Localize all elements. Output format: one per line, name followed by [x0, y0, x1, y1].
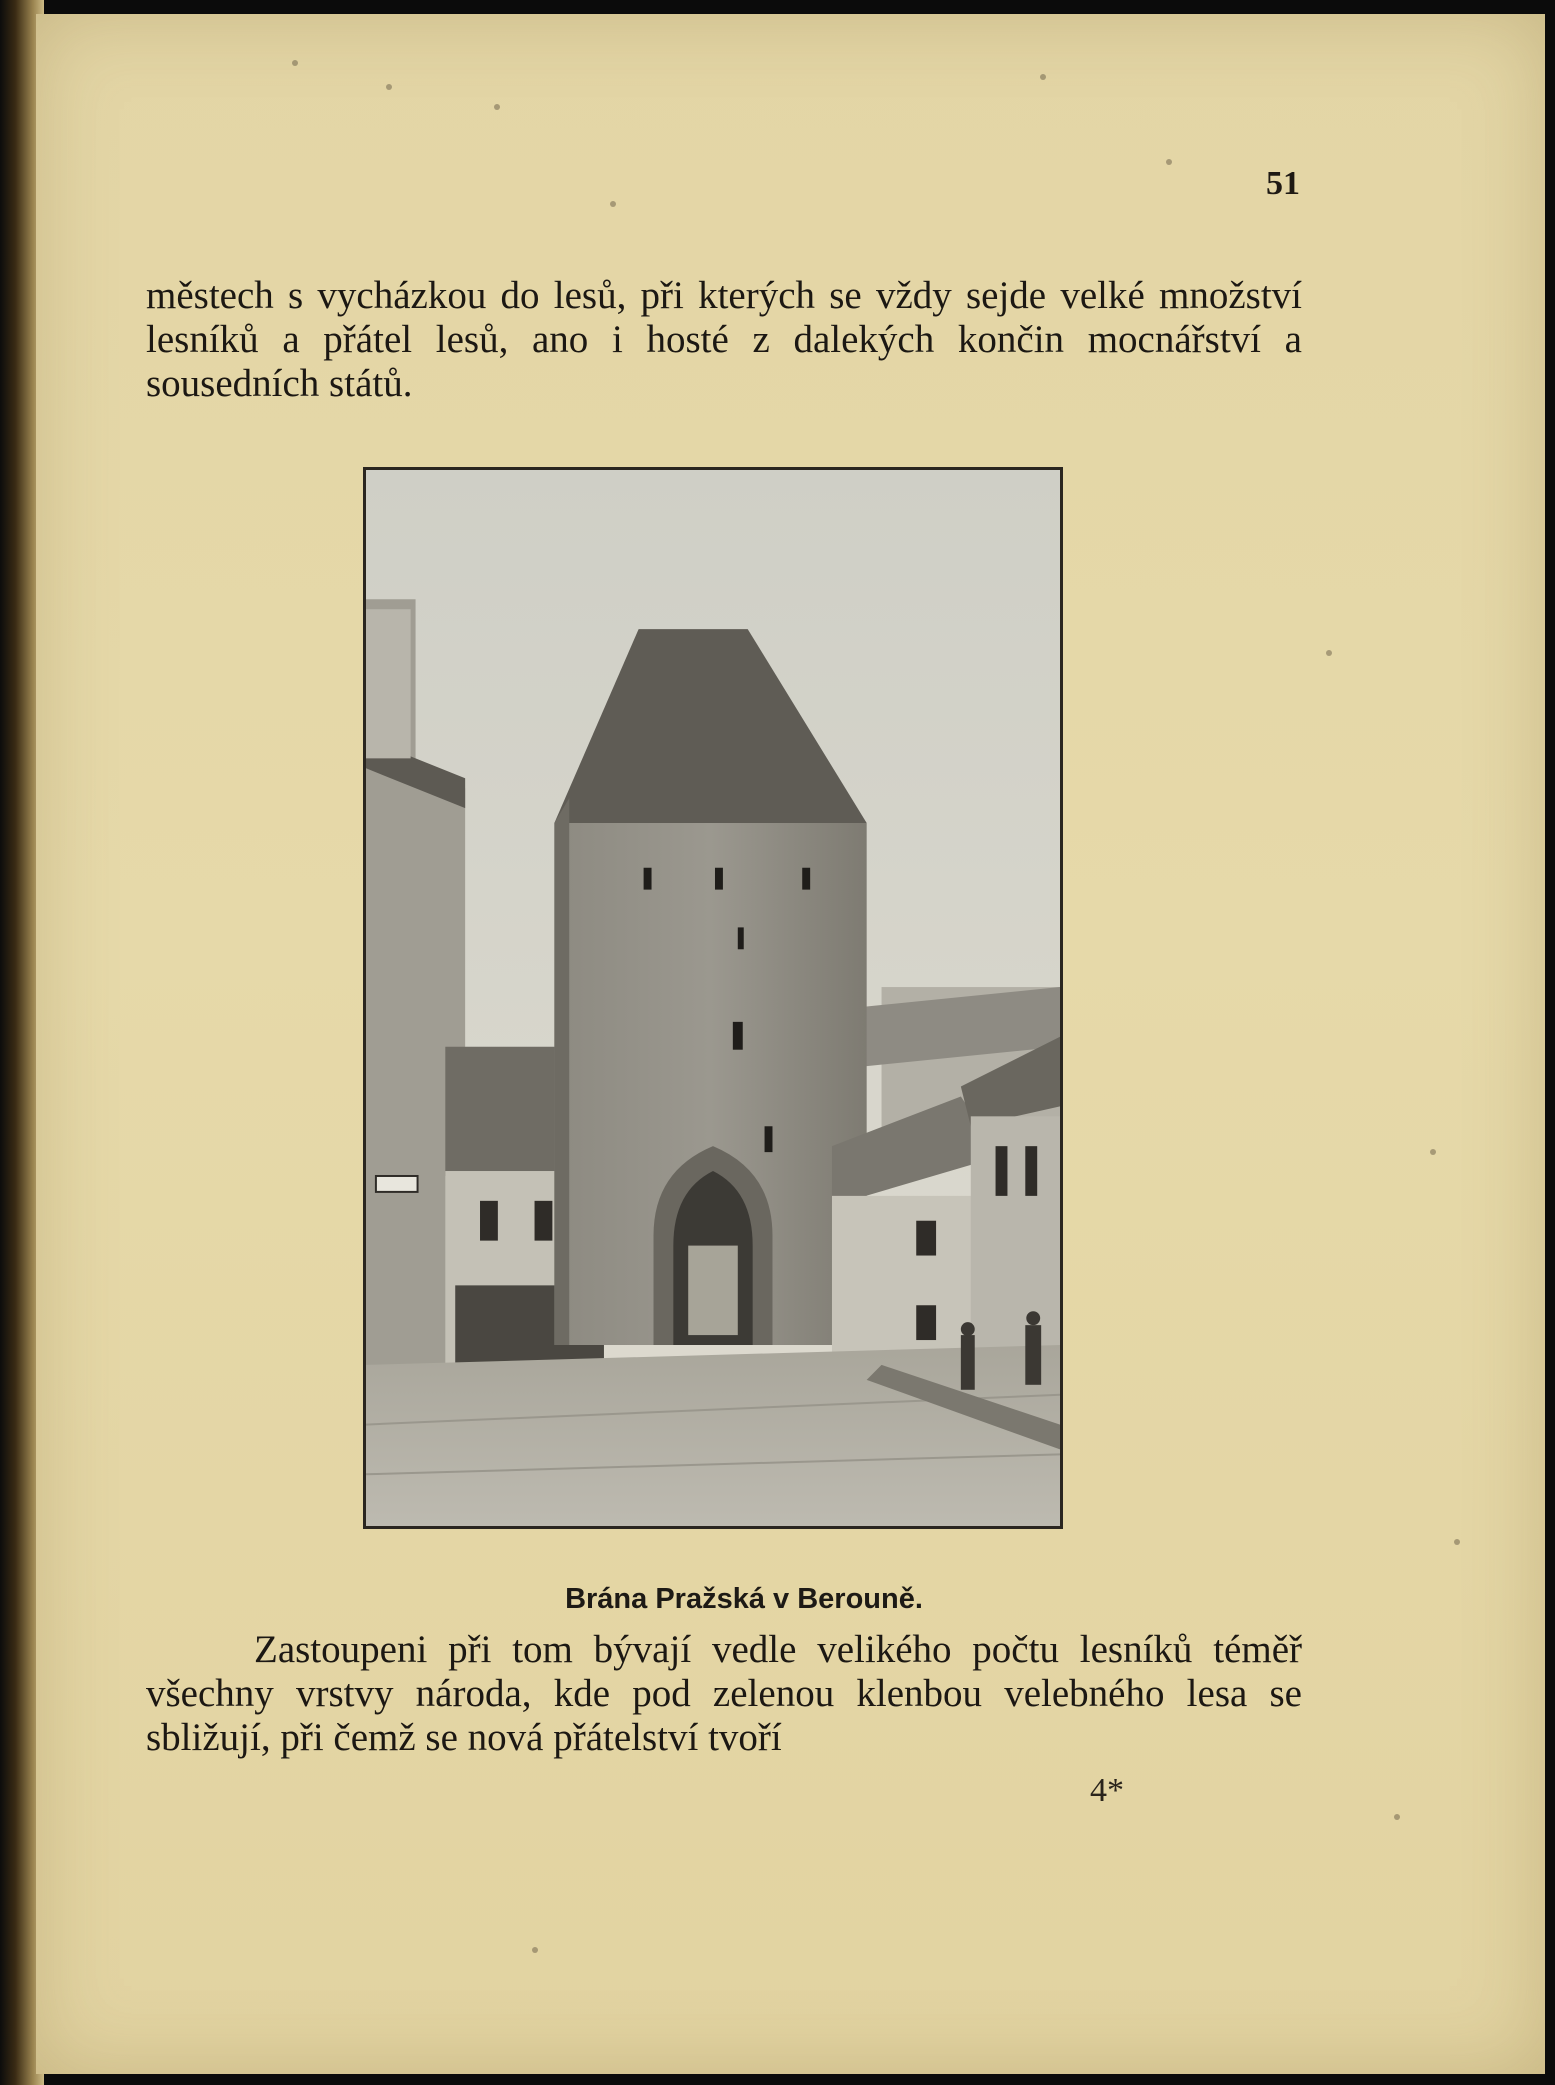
- street-sign: [376, 1176, 418, 1192]
- cobbled-street: [366, 1345, 1060, 1526]
- archway-view: [688, 1246, 738, 1335]
- paper-speck: [1430, 1149, 1436, 1155]
- paragraph-top: městech s vycházkou do lesů, při kterých se vždy sejde velké množství lesníků a přátel lesů, ano i hosté z dalekých končin mocnářství a sousedních států.: [146, 274, 1302, 405]
- paper-speck: [1040, 74, 1046, 80]
- paper-speck: [532, 1947, 538, 1953]
- tower-window: [802, 868, 810, 890]
- tower-window: [644, 868, 652, 890]
- tower-window: [733, 1022, 743, 1050]
- paper-speck: [1326, 650, 1332, 656]
- signature-mark: 4*: [1090, 1772, 1124, 1809]
- paper-speck: [494, 104, 500, 110]
- paper-speck: [386, 84, 392, 90]
- paper-speck: [1454, 1539, 1460, 1545]
- tower-window: [765, 1126, 773, 1152]
- left-chimney: [366, 609, 411, 758]
- pedestrian: [961, 1335, 975, 1390]
- figure-photo-prague-gate: [363, 467, 1063, 1529]
- figure-caption: Brána Pražská v Berouně.: [565, 1583, 923, 1615]
- tower-window: [715, 868, 723, 890]
- far-right-house: [971, 1116, 1060, 1384]
- paper-speck: [292, 60, 298, 66]
- paragraph-bottom: Zastoupeni při tom bývají vedle velikého počtu lesníků téměř všechny vrstvy národa, kde pod zelenou klenbou velebného lesa se sbližují, při čemž se nová přátelství tvoří: [146, 1628, 1302, 1759]
- photo-illustration: [366, 470, 1060, 1526]
- page-number: 51: [1266, 165, 1300, 202]
- paper-speck: [610, 201, 616, 207]
- pedestrian: [1025, 1325, 1041, 1385]
- paper-speck: [1394, 1814, 1400, 1820]
- tower-window: [738, 927, 744, 949]
- paper-speck: [1166, 159, 1172, 165]
